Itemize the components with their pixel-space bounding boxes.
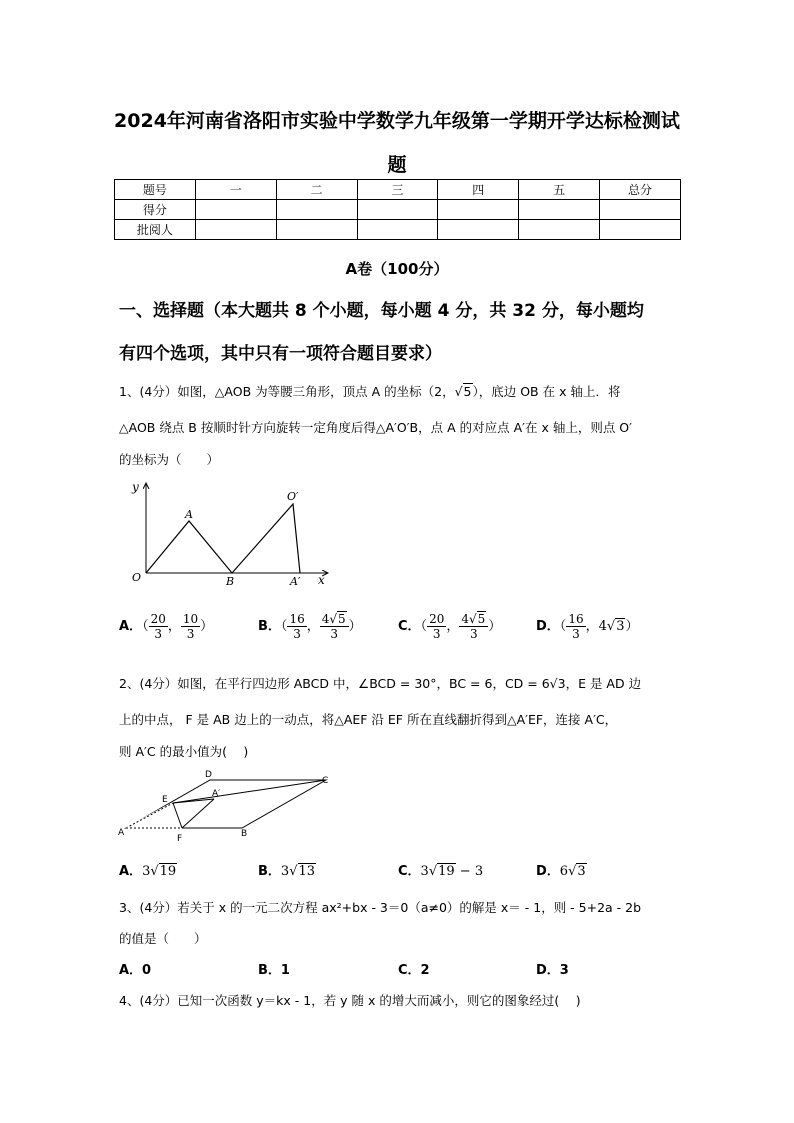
q1-option-d[interactable]: D．（ $\frac{16}{3}$ ，4√3） xyxy=(536,612,639,641)
label-b: B xyxy=(241,829,248,839)
label-e: E xyxy=(162,795,168,805)
reviewer-cell[interactable] xyxy=(276,220,357,240)
coefficient: 4 xyxy=(321,612,330,626)
q1-option-b[interactable]: B．（ $\frac{16}{3}$ ， $\frac{4√5}{3}$ ） xyxy=(258,612,362,641)
q2-option-c[interactable]: C．3√19 − 3 xyxy=(398,864,484,879)
q2-text-line3: 则 A′C 的最小值为( ) xyxy=(119,744,249,759)
label-y: y xyxy=(132,480,139,494)
segment-fa-prime xyxy=(182,799,214,828)
q2-option-a[interactable]: A．3√19 xyxy=(119,864,177,879)
numerator: 20 xyxy=(429,612,445,626)
row-label: 批阅人 xyxy=(115,220,196,240)
numerator: 20 xyxy=(150,612,166,626)
parallelogram xyxy=(126,780,326,828)
q2-text-line2: 上的中点， F 是 AB 边上的一动点，将△AEF 沿 EF 所在直线翻折得到△A′EF，连接 A′C， xyxy=(119,712,618,727)
label-d: D xyxy=(205,770,212,780)
reviewer-cell[interactable] xyxy=(600,220,681,240)
label-b: B xyxy=(226,575,235,588)
option-label: B． xyxy=(258,619,281,634)
table-header-cell: 题号 xyxy=(115,180,196,200)
q2-figure xyxy=(116,766,336,846)
table-header-cell: 四 xyxy=(438,180,519,200)
option-label: A． xyxy=(119,619,143,634)
label-x: x xyxy=(318,573,325,587)
fraction xyxy=(427,612,446,641)
label-o-prime: O′ xyxy=(287,490,299,503)
option-label: D． xyxy=(536,619,560,634)
q3-text-line2: 的值是（ ） xyxy=(119,931,207,946)
denominator: 3 xyxy=(186,627,195,641)
q1-text-line2: △AOB 绕点 B 按顺时针方向旋转一定角度后得△A′O′B，点 A 的对应点 A′在 x 轴上，则点 O′ xyxy=(119,420,632,435)
denominator: 3 xyxy=(293,627,301,641)
label-a-prime: A′ xyxy=(290,575,301,588)
coefficient: 3 xyxy=(142,864,151,879)
q3-text-line1: 3、(4分）若关于 x 的一元二次方程 ax²+bx - 3＝0（a≠0）的解是 x＝ - 1，则 - 5+2a - 2b xyxy=(119,900,642,915)
q4-text-line1: 4、(4分）已知一次函数 y＝kx - 1，若 y 随 x 的增大而减小，则它的图象经过( ) xyxy=(119,993,581,1008)
option-label: C． xyxy=(398,619,421,634)
label-a-prime: A′ xyxy=(212,789,221,799)
reviewer-cell[interactable] xyxy=(438,220,519,240)
table-header-cell: 总分 xyxy=(600,180,681,200)
option-text: A．0 xyxy=(119,963,152,978)
label-a: A xyxy=(118,828,125,838)
denominator: 3 xyxy=(154,627,163,641)
q1-option-c[interactable]: C．（ $\frac{20}{3}$ ， $\frac{4√5}{3}$ ） xyxy=(398,612,502,641)
radicand: 3 xyxy=(616,619,625,634)
radicand: 19 xyxy=(159,864,177,879)
coefficient: 3 xyxy=(420,864,429,879)
denominator: 3 xyxy=(572,627,580,641)
radicand: 5 xyxy=(338,612,346,626)
label-f: F xyxy=(177,834,183,844)
score-cell[interactable] xyxy=(276,200,357,220)
radicand: 5 xyxy=(477,612,486,626)
fraction xyxy=(287,612,306,641)
fraction xyxy=(459,612,488,641)
q2-option-b[interactable]: B．3√13 xyxy=(258,864,316,879)
option-text: D．3 xyxy=(536,963,569,978)
q3-option-a[interactable] xyxy=(119,959,151,978)
reviewer-cell[interactable] xyxy=(519,220,600,240)
table-row xyxy=(115,200,681,220)
option-label: B． xyxy=(258,864,281,879)
fraction xyxy=(320,612,349,641)
option-tail: − 3 xyxy=(455,864,484,879)
q1-text-part: 1、(4分）如图，△AOB 为等腰三角形，顶点 A 的坐标（2， xyxy=(119,384,455,399)
numerator: 4√5 xyxy=(459,612,488,627)
sqrt-symbol: √ xyxy=(454,384,463,399)
page-title: 2024年河南省洛阳市实验中学数学九年级第一学期开学达标检测试 xyxy=(114,110,680,132)
q2-text-line1: 2、(4分）如图，在平行四边形 ABCD 中，∠BCD = 30°，BC = 6，CD = 6√3，E 是 AD 边 xyxy=(119,676,642,691)
option-label: A． xyxy=(119,864,143,879)
row-label: 得分 xyxy=(115,200,196,220)
score-table xyxy=(114,179,681,240)
q1-figure xyxy=(116,475,341,590)
label-o: O xyxy=(132,571,142,584)
q1-text-part: ），底边 OB 在 x 轴上．将 xyxy=(472,384,621,399)
option-text: B．1 xyxy=(258,963,290,978)
coefficient: 4 xyxy=(598,619,607,634)
segment-ef xyxy=(173,803,182,828)
score-cell[interactable] xyxy=(519,200,600,220)
coefficient: 3 xyxy=(280,864,290,879)
option-text: C．2 xyxy=(398,963,430,978)
denominator: 3 xyxy=(470,627,478,641)
table-header-cell: 一 xyxy=(195,180,276,200)
score-cell[interactable] xyxy=(357,200,438,220)
table-header-cell: 五 xyxy=(519,180,600,200)
coefficient: 6 xyxy=(559,864,569,879)
label-c: C xyxy=(322,776,329,786)
q3-option-d[interactable] xyxy=(536,959,569,978)
radicand: 19 xyxy=(438,864,455,879)
denominator: 3 xyxy=(432,627,441,641)
fraction xyxy=(149,612,168,641)
reviewer-cell[interactable] xyxy=(357,220,438,240)
reviewer-cell[interactable] xyxy=(195,220,276,240)
numerator: 10 xyxy=(182,612,199,626)
radicand: 13 xyxy=(298,864,316,879)
numerator: 16 xyxy=(568,612,584,626)
table-header-cell: 二 xyxy=(276,180,357,200)
q1-radicand: 5 xyxy=(463,384,472,399)
fraction xyxy=(181,612,200,641)
numerator: 4√5 xyxy=(320,612,349,627)
label-a: A xyxy=(185,508,193,521)
table-row xyxy=(115,180,681,200)
segment-ec xyxy=(173,780,326,803)
q2-option-d[interactable]: D．6√3 xyxy=(536,864,586,879)
q1-option-a[interactable]: A．（ $\frac{20}{3}$ ， $\frac{10}{3}$ ） xyxy=(119,612,214,641)
q1-text-line3: 的坐标为（ ） xyxy=(119,452,220,467)
q3-option-b[interactable] xyxy=(258,959,290,978)
section-1-heading-continued: 有四个选项，其中只有一项符合题目要求） xyxy=(119,344,442,364)
coefficient: 4 xyxy=(461,612,469,626)
table-header-cell: 三 xyxy=(357,180,438,200)
option-label: D． xyxy=(536,864,560,879)
triangles-outline xyxy=(146,504,300,573)
page-title-continued: 题 xyxy=(387,154,407,176)
denominator: 3 xyxy=(330,627,339,641)
score-cell[interactable] xyxy=(195,200,276,220)
fraction xyxy=(566,612,585,641)
option-label: C． xyxy=(398,864,421,879)
table-row xyxy=(115,220,681,240)
radicand: 3 xyxy=(577,864,586,879)
section-a-heading: A卷（100分） xyxy=(345,260,449,278)
q1-text-line1 xyxy=(119,382,689,400)
numerator: 16 xyxy=(289,612,305,626)
q3-option-c[interactable] xyxy=(398,959,430,978)
score-cell[interactable] xyxy=(600,200,681,220)
score-cell[interactable] xyxy=(438,200,519,220)
section-1-heading: 一、选择题（本大题共 8 个小题，每小题 4 分，共 32 分，每小题均 xyxy=(119,301,644,321)
